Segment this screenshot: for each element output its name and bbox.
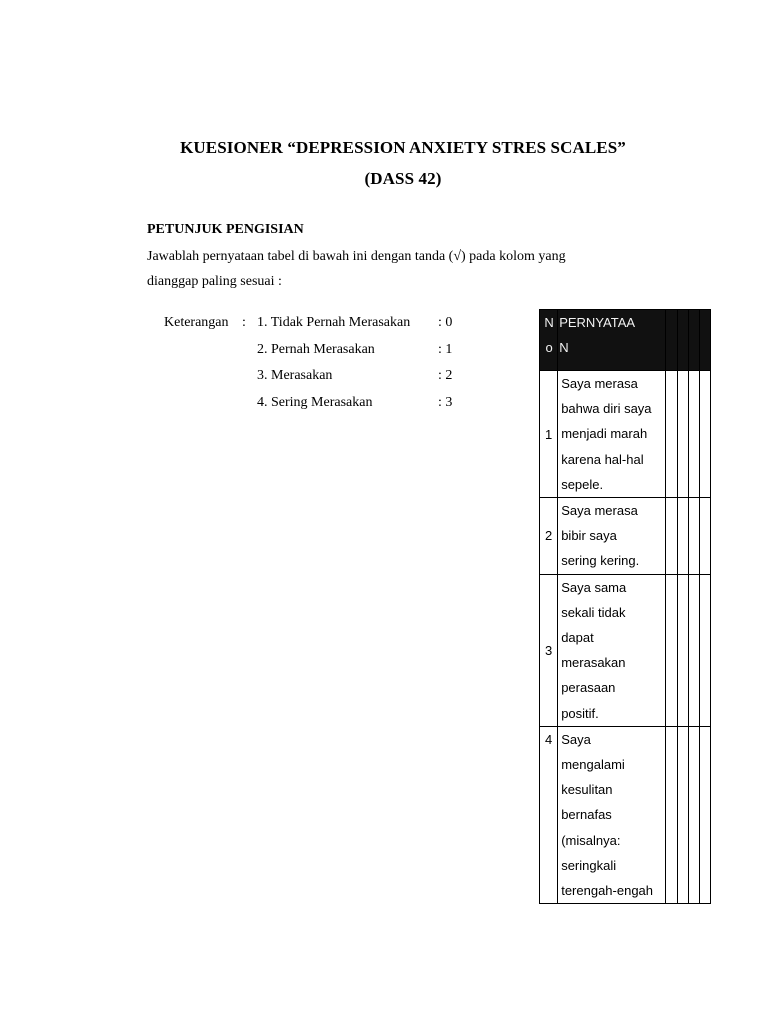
answer-cell-0[interactable]	[666, 371, 677, 498]
statement-cell	[558, 371, 666, 498]
legend-item-1-score: : 0	[438, 315, 453, 330]
statement-line: seringkali	[561, 857, 617, 873]
answer-cell-0[interactable]	[666, 726, 677, 903]
statement-line: terengah-engah	[561, 883, 654, 899]
header-option-3-cell	[699, 310, 710, 371]
table-row	[540, 726, 711, 903]
legend-label: Keterangan	[164, 315, 229, 330]
answer-cell-2[interactable]	[688, 574, 699, 726]
statement-line: bibir saya	[561, 528, 617, 544]
answer-cell-3[interactable]	[699, 498, 710, 575]
statement-cell	[558, 726, 666, 903]
statement-line: perasaan	[561, 680, 616, 696]
row-number-text: 4	[544, 731, 553, 747]
header-statement-cell	[558, 310, 666, 371]
row-number: 1	[540, 371, 558, 498]
answer-cell-1[interactable]	[677, 726, 688, 903]
row-number: 3	[540, 574, 558, 726]
statement-cell	[558, 574, 666, 726]
table-row	[540, 498, 711, 575]
statement-line: sepele.	[561, 476, 604, 492]
header-no-cell	[540, 310, 558, 371]
statement-line: (misalnya:	[561, 832, 621, 848]
statement-line: dapat	[561, 630, 594, 646]
statement-cell	[558, 498, 666, 575]
header-no-line-1: N	[544, 315, 554, 330]
header-option-1-cell	[677, 310, 688, 371]
instructions-text-line-2: dianggap paling sesuai :	[147, 274, 282, 289]
statement-line: mengalami	[561, 757, 625, 773]
answer-cell-3[interactable]	[699, 371, 710, 498]
legend-item-3-text: 3. Merasakan	[257, 368, 333, 383]
statement-line: Saya	[561, 731, 591, 747]
header-option-2-cell	[688, 310, 699, 371]
header-option-0-cell	[666, 310, 677, 371]
legend-item-2-score: : 1	[438, 342, 453, 357]
statement-line: Saya sama	[561, 579, 627, 595]
legend-colon: :	[242, 315, 246, 330]
legend-item-3-score: : 2	[438, 368, 453, 383]
statement-line: merasakan	[561, 655, 626, 671]
instructions-heading: PETUNJUK PENGISIAN	[147, 222, 304, 237]
header-statement-line-1: PERNYATAA	[559, 315, 636, 330]
statement-line: sekali tidak	[561, 604, 626, 620]
table-row	[540, 574, 711, 726]
answer-cell-0[interactable]	[666, 498, 677, 575]
statement-line: positif.	[561, 705, 599, 721]
legend-item-4-score: : 3	[438, 395, 453, 410]
statement-line: Saya merasa	[561, 503, 638, 519]
row-number	[540, 726, 558, 903]
statement-line: bahwa diri saya	[561, 401, 652, 417]
legend-item-1-text: 1. Tidak Pernah Merasakan	[257, 315, 411, 330]
answer-cell-0[interactable]	[666, 574, 677, 726]
answer-cell-2[interactable]	[688, 498, 699, 575]
answer-cell-3[interactable]	[699, 574, 710, 726]
table-row	[540, 371, 711, 498]
legend-item-4-text: 4. Sering Merasakan	[257, 395, 373, 410]
answer-cell-1[interactable]	[677, 574, 688, 726]
answer-cell-3[interactable]	[699, 726, 710, 903]
statement-line: Saya merasa	[561, 376, 638, 391]
answer-cell-2[interactable]	[688, 371, 699, 498]
table-header-row	[540, 310, 711, 371]
statement-line: sering kering.	[561, 553, 640, 569]
answer-cell-1[interactable]	[677, 498, 688, 575]
legend-item-2-text: 2. Pernah Merasakan	[257, 342, 375, 357]
answer-cell-2[interactable]	[688, 726, 699, 903]
header-no-line-2: o	[545, 340, 553, 355]
dass-questionnaire-table	[539, 309, 711, 904]
row-number: 2	[540, 498, 558, 575]
document-subtitle: (DASS 42)	[364, 169, 442, 188]
statement-line: menjadi marah	[561, 426, 648, 442]
statement-line: kesulitan	[561, 782, 613, 798]
document-title: KUESIONER “DEPRESSION ANXIETY STRES SCALES”	[180, 138, 626, 157]
statement-line: bernafas	[561, 807, 612, 823]
instructions-text-line-1: Jawablah pernyataan tabel di bawah ini dengan tanda (√) pada kolom yang	[147, 249, 566, 264]
header-statement-line-2: N	[559, 340, 569, 355]
statement-line: karena hal-hal	[561, 451, 644, 467]
answer-cell-1[interactable]	[677, 371, 688, 498]
